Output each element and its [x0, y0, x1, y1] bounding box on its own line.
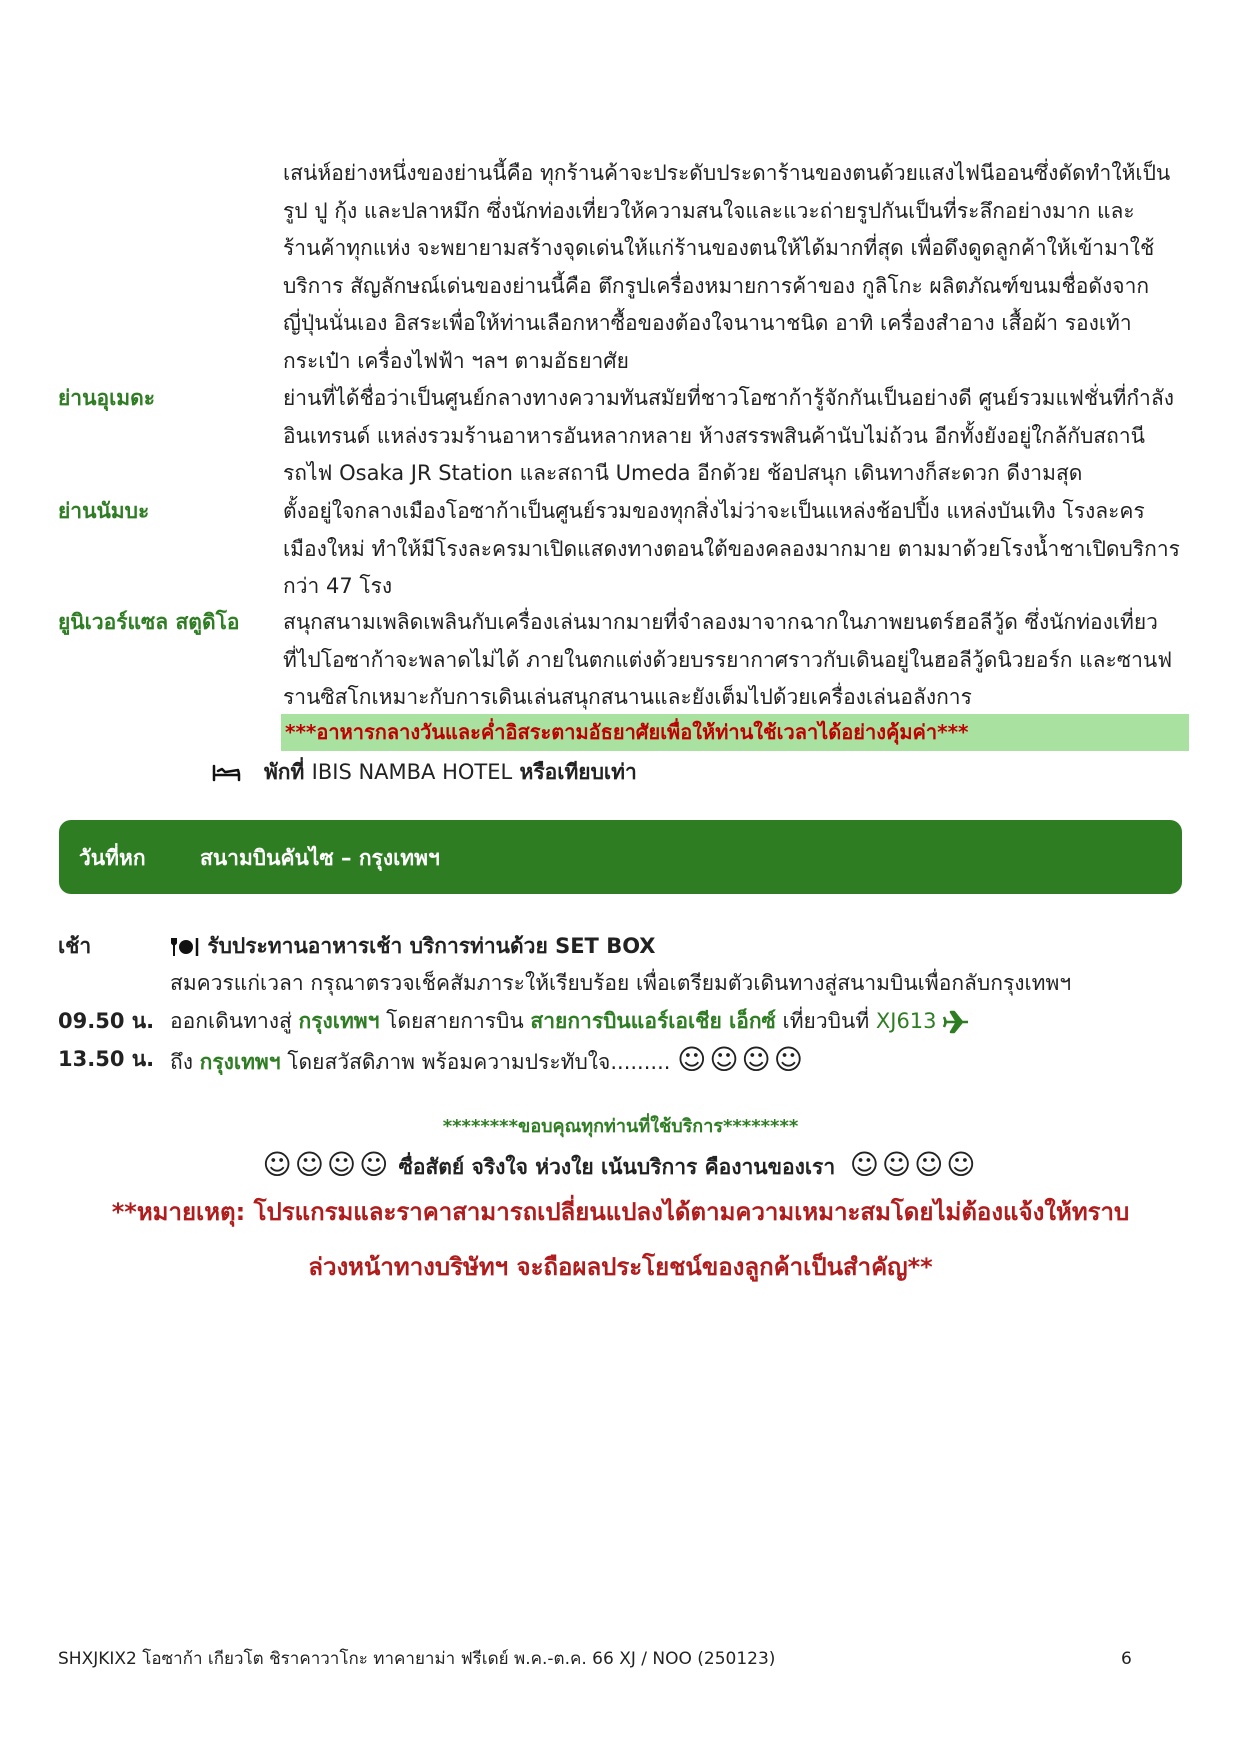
place-line: กว่า 47 โรง: [283, 574, 393, 598]
departure-city: กรุงเทพฯ: [298, 1009, 380, 1033]
arrival-text: ถึง: [170, 1050, 193, 1074]
place-line: รานซิสโกเหมาะกับการเดินเล่นสนุกสนานและยังเต็มไปด้วยเครื่องเล่นอลังการ: [283, 685, 972, 709]
departure-airline: สายการบินแอร์เอเชีย เอ็กซ์: [530, 1009, 776, 1033]
bed-icon: [212, 760, 249, 784]
place-desc-universal: [283, 604, 1193, 717]
intro-line: กระเป๋า เครื่องไฟฟ้า ฯลฯ ตามอัธยาศัย: [283, 348, 629, 373]
place-label-umeda: ย่านอุเมดะ: [58, 386, 156, 410]
day-route: สนามบินคันไซ – กรุงเทพฯ: [200, 846, 440, 870]
motto-line: [0, 1145, 1241, 1187]
intro-paragraph: [283, 155, 1193, 380]
place-desc-umeda: [283, 380, 1193, 493]
place-line: เมืองใหม่ ทำให้มีโรงละครมาเปิดแสดงทางตอนใต้ของคลองมากมาย ตามมาด้วยโรงน้ำชาเปิดบริการ: [283, 536, 1180, 561]
smiley-icons: ☺☺☺☺: [262, 1148, 392, 1181]
place-line: ที่ไปโอซาก้าจะพลาดไม่ได้ ภายในตกแต่งด้วยบรรยากาศราวกับเดินอยู่ในฮอลีวู้ดนิวยอร์ก และซานฟ: [283, 647, 1173, 672]
intro-line: รูป ปู กุ้ง และปลาหมึก ซึ่งนักท่องเที่ยวให้ความสนใจและแวะถ่ายรูปกันเป็นที่ระลึกอย่างมาก และ: [283, 198, 1135, 223]
hotel-line: [212, 757, 637, 787]
place-line: สนุกสนามเพลิดเพลินกับเครื่องเล่นมากมายที่จำลองมาจากฉากในภาพยนตร์ฮอลีวู้ด ซึ่งนักท่องเที่ยว: [283, 610, 1158, 634]
departure-time: 09.50 น.: [58, 1009, 155, 1033]
page-number: 6: [1121, 1649, 1132, 1669]
thanks-line: ********ขอบคุณทุกท่านที่ใช้บริการ********: [442, 1116, 799, 1137]
meal-icon: [170, 934, 207, 958]
departure-text: โดยสายการบิน: [386, 1009, 524, 1033]
place-line: อินเทรนด์ แหล่งรวมร้านอาหารอันหลากหลาย ห้างสรรพสินค้านับไม่ถ้วน อีกทั้งยังอยู่ใกล้กับสถานี: [283, 423, 1145, 448]
place-line: รถไฟ Osaka JR Station และสถานี Umeda อีกด้วย ช้อปสนุก เดินทางก็สะดวก ดีงามสุด: [283, 461, 1083, 485]
departure-flight: XJ613: [875, 1009, 937, 1033]
intro-line: ร้านค้าทุกแห่ง จะพยายามสร้างจุดเด่นให้แก่ร้านของตนให้ได้มากที่สุด เพื่อดึงดูดลูกค้าให้เข้ามาใช้: [283, 236, 1155, 260]
departure-text: ออกเดินทางสู่: [170, 1009, 292, 1033]
meal-note-highlight: ***อาหารกลางวันและค่ำอิสระตามอัธยาศัยเพื่อให้ท่านใช้เวลาได้อย่างคุ้มค่า***: [281, 714, 1189, 751]
arrival-row: [170, 1043, 806, 1079]
footer-text: SHXJKIX2 โอซาก้า เกียวโต ชิราคาวาโกะ ทาคายาม่า ฟรีเดย์ พ.ค.-ต.ค. 66 XJ / NOO (250123): [58, 1649, 776, 1669]
arrival-text: โดยสวัสดิภาพ พร้อมความประทับใจ.........: [287, 1050, 671, 1074]
motto-text: ซื่อสัตย์ จริงใจ ห่วงใย เน้นบริการ คืองานของเรา: [398, 1155, 836, 1179]
place-label-namba: ย่านนัมบะ: [58, 499, 150, 523]
place-label-universal: ยูนิเวอร์แซล สตูดิโอ: [58, 610, 240, 634]
hotel-prefix: พักที่: [263, 760, 305, 784]
place-desc-namba: [283, 493, 1193, 606]
day-banner: [59, 820, 1182, 894]
day-label: วันที่หก: [79, 846, 146, 870]
breakfast-title: รับประทานอาหารเช้า บริการท่านด้วย SET BOX: [207, 934, 656, 958]
breakfast-row: [170, 930, 656, 963]
breakfast-desc: สมควรแก่เวลา กรุณาตรวจเช็คสัมภาระให้เรียบร้อย เพื่อเตรียมตัวเดินทางสู่สนามบินเพื่อกลับกรุงเทพฯ: [170, 971, 1072, 995]
intro-line: บริการ สัญลักษณ์เด่นของย่านนี้คือ ตึกรูปเครื่องหมายการค้าของ กูลิโกะ ผลิตภัณฑ์ขนมชื่อดังจาก: [283, 273, 1150, 298]
intro-line: ญี่ปุ่นนั่นเอง อิสระเพื่อให้ท่านเลือกหาซื้อของต้องใจนานาชนิด อาทิ เครื่องสำอาง เสื้อผ้า รองเท้า: [283, 311, 1132, 335]
smiley-icons: ☺☺☺☺: [677, 1043, 806, 1076]
place-line: ย่านที่ได้ชื่อว่าเป็นศูนย์กลางทางความทันสมัยที่ชาวโอซาก้ารู้จักกันเป็นอย่างดี ศูนย์รวมแฟชั่นที่กำลัง: [283, 386, 1174, 410]
arrival-time: 13.50 น.: [58, 1047, 155, 1071]
intro-line: เสน่ห์อย่างหนึ่งของย่านนี้คือ ทุกร้านค้าจะประดับประดาร้านของตนด้วยแสงไฟนีออนซึ่งดัดทำให้เป็น: [283, 161, 1171, 185]
remark-line-1: **หมายเหตุ: โปรแกรมและราคาสามารถเปลี่ยนแปลงได้ตามความเหมาะสมโดยไม่ต้องแจ้งให้ทราบ: [111, 1198, 1130, 1226]
breakfast-time: เช้า: [58, 934, 92, 958]
hotel-suffix: หรือเทียบเท่า: [519, 760, 637, 784]
departure-row: [170, 1005, 969, 1038]
hotel-name: IBIS NAMBA HOTEL: [311, 760, 513, 784]
airplane-icon: [943, 1009, 969, 1033]
arrival-city: กรุงเทพฯ: [199, 1050, 281, 1074]
smiley-icons: ☺☺☺☺: [849, 1148, 979, 1181]
place-line: ตั้งอยู่ใจกลางเมืองโอซาก้าเป็นศูนย์รวมของทุกสิ่งไม่ว่าจะเป็นแหล่งช้อปปิ้ง แหล่งบันเทิง โรงละคร: [283, 499, 1145, 523]
departure-text: เที่ยวบินที่: [782, 1009, 870, 1033]
remark-line-2: ล่วงหน้าทางบริษัทฯ จะถือผลประโยชน์ของลูกค้าเป็นสำคัญ**: [308, 1253, 933, 1281]
